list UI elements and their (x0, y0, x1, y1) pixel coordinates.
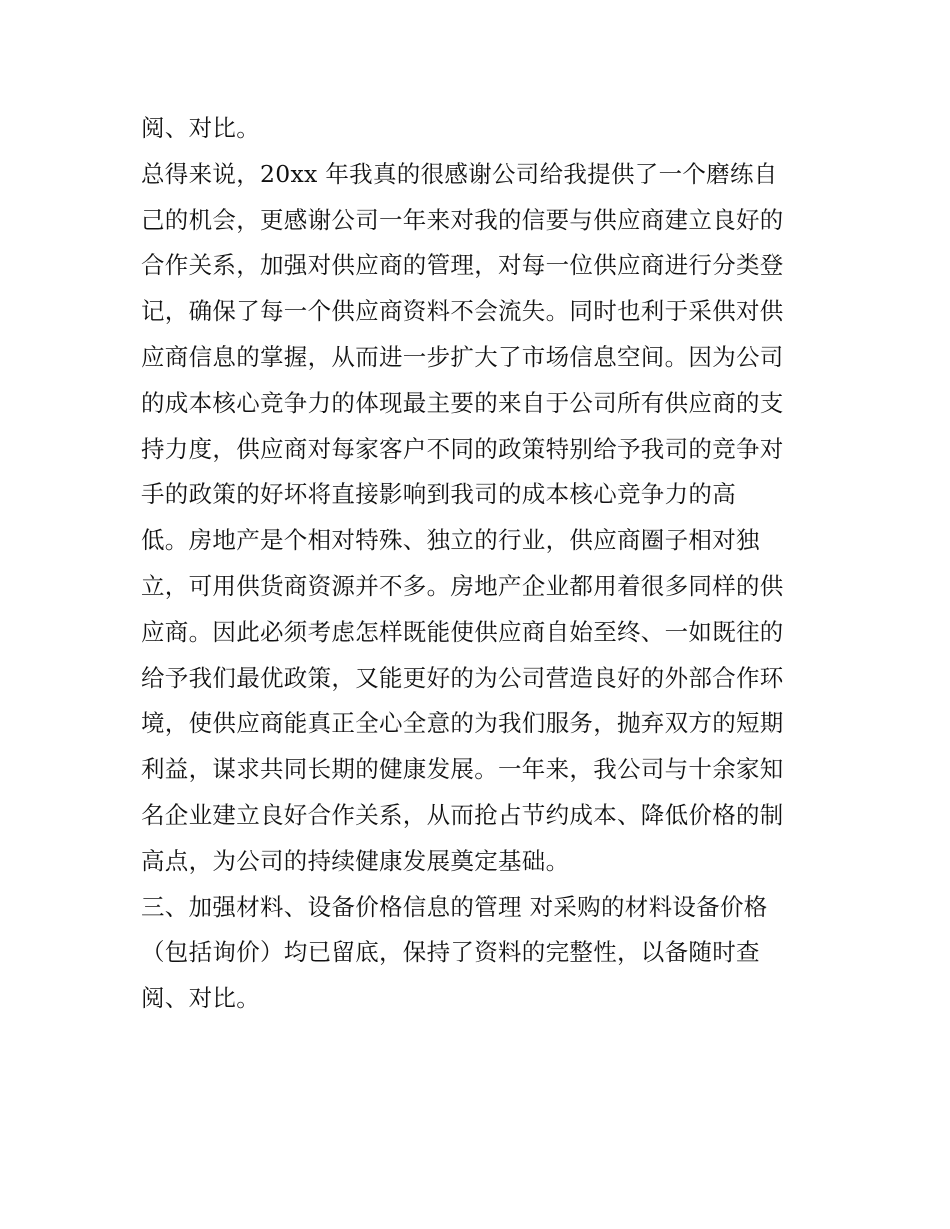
text-line: 低。房地产是个相对特殊、独立的行业，供应商圈子相对独 (141, 526, 760, 555)
document-body (141, 106, 821, 1022)
text-line: 手的政策的好坏将直接影响到我司的成本核心竞争力的高 (141, 480, 736, 509)
text-line: 给予我们最优政策，又能更好的为公司营造良好的外部合作环 (141, 663, 784, 692)
text-line: 总得来说，20xx 年我真的很感谢公司给我提供了一个磨练自 (141, 159, 778, 188)
text-line: 的成本核心竞争力的体现最主要的来自于公司所有供应商的支 (141, 388, 784, 417)
text-line: 应商信息的掌握，从而进一步扩大了市场信息空间。因为公司 (141, 342, 784, 371)
text-line: 三、加强材料、设备价格信息的管理 对采购的材料设备价格 (141, 892, 768, 921)
text-line: 阅、对比。 (141, 984, 260, 1013)
text-line: 记，确保了每一个供应商资料不会流失。同时也利于采供对供 (141, 297, 784, 326)
text-line: 持力度，供应商对每家客户不同的政策特别给予我司的竞争对 (141, 434, 784, 463)
text-line: 高点，为公司的持续健康发展奠定基础。 (141, 846, 570, 875)
text-line: 应商。因此必须考虑怎样既能使供应商自始至终、一如既往的 (141, 617, 784, 646)
text-line: 合作关系，加强对供应商的管理，对每一位供应商进行分类登 (141, 251, 784, 280)
text-line: （包括询价）均已留底，保持了资料的完整性，以备随时查 (141, 938, 760, 967)
text-line: 境，使供应商能真正全心全意的为我们服务，抛弃双方的短期 (141, 709, 784, 738)
text-line: 阅、对比。 (141, 114, 260, 142)
text-line: 利益，谋求共同长期的健康发展。一年来，我公司与十余家知 (141, 755, 784, 784)
text-line: 立，可用供货商资源并不多。房地产企业都用着很多同样的供 (141, 571, 784, 600)
text-line: 己的机会，更感谢公司一年来对我的信要与供应商建立良好的 (141, 205, 784, 234)
text-line: 名企业建立良好合作关系，从而抢占节约成本、降低价格的制 (141, 800, 784, 829)
